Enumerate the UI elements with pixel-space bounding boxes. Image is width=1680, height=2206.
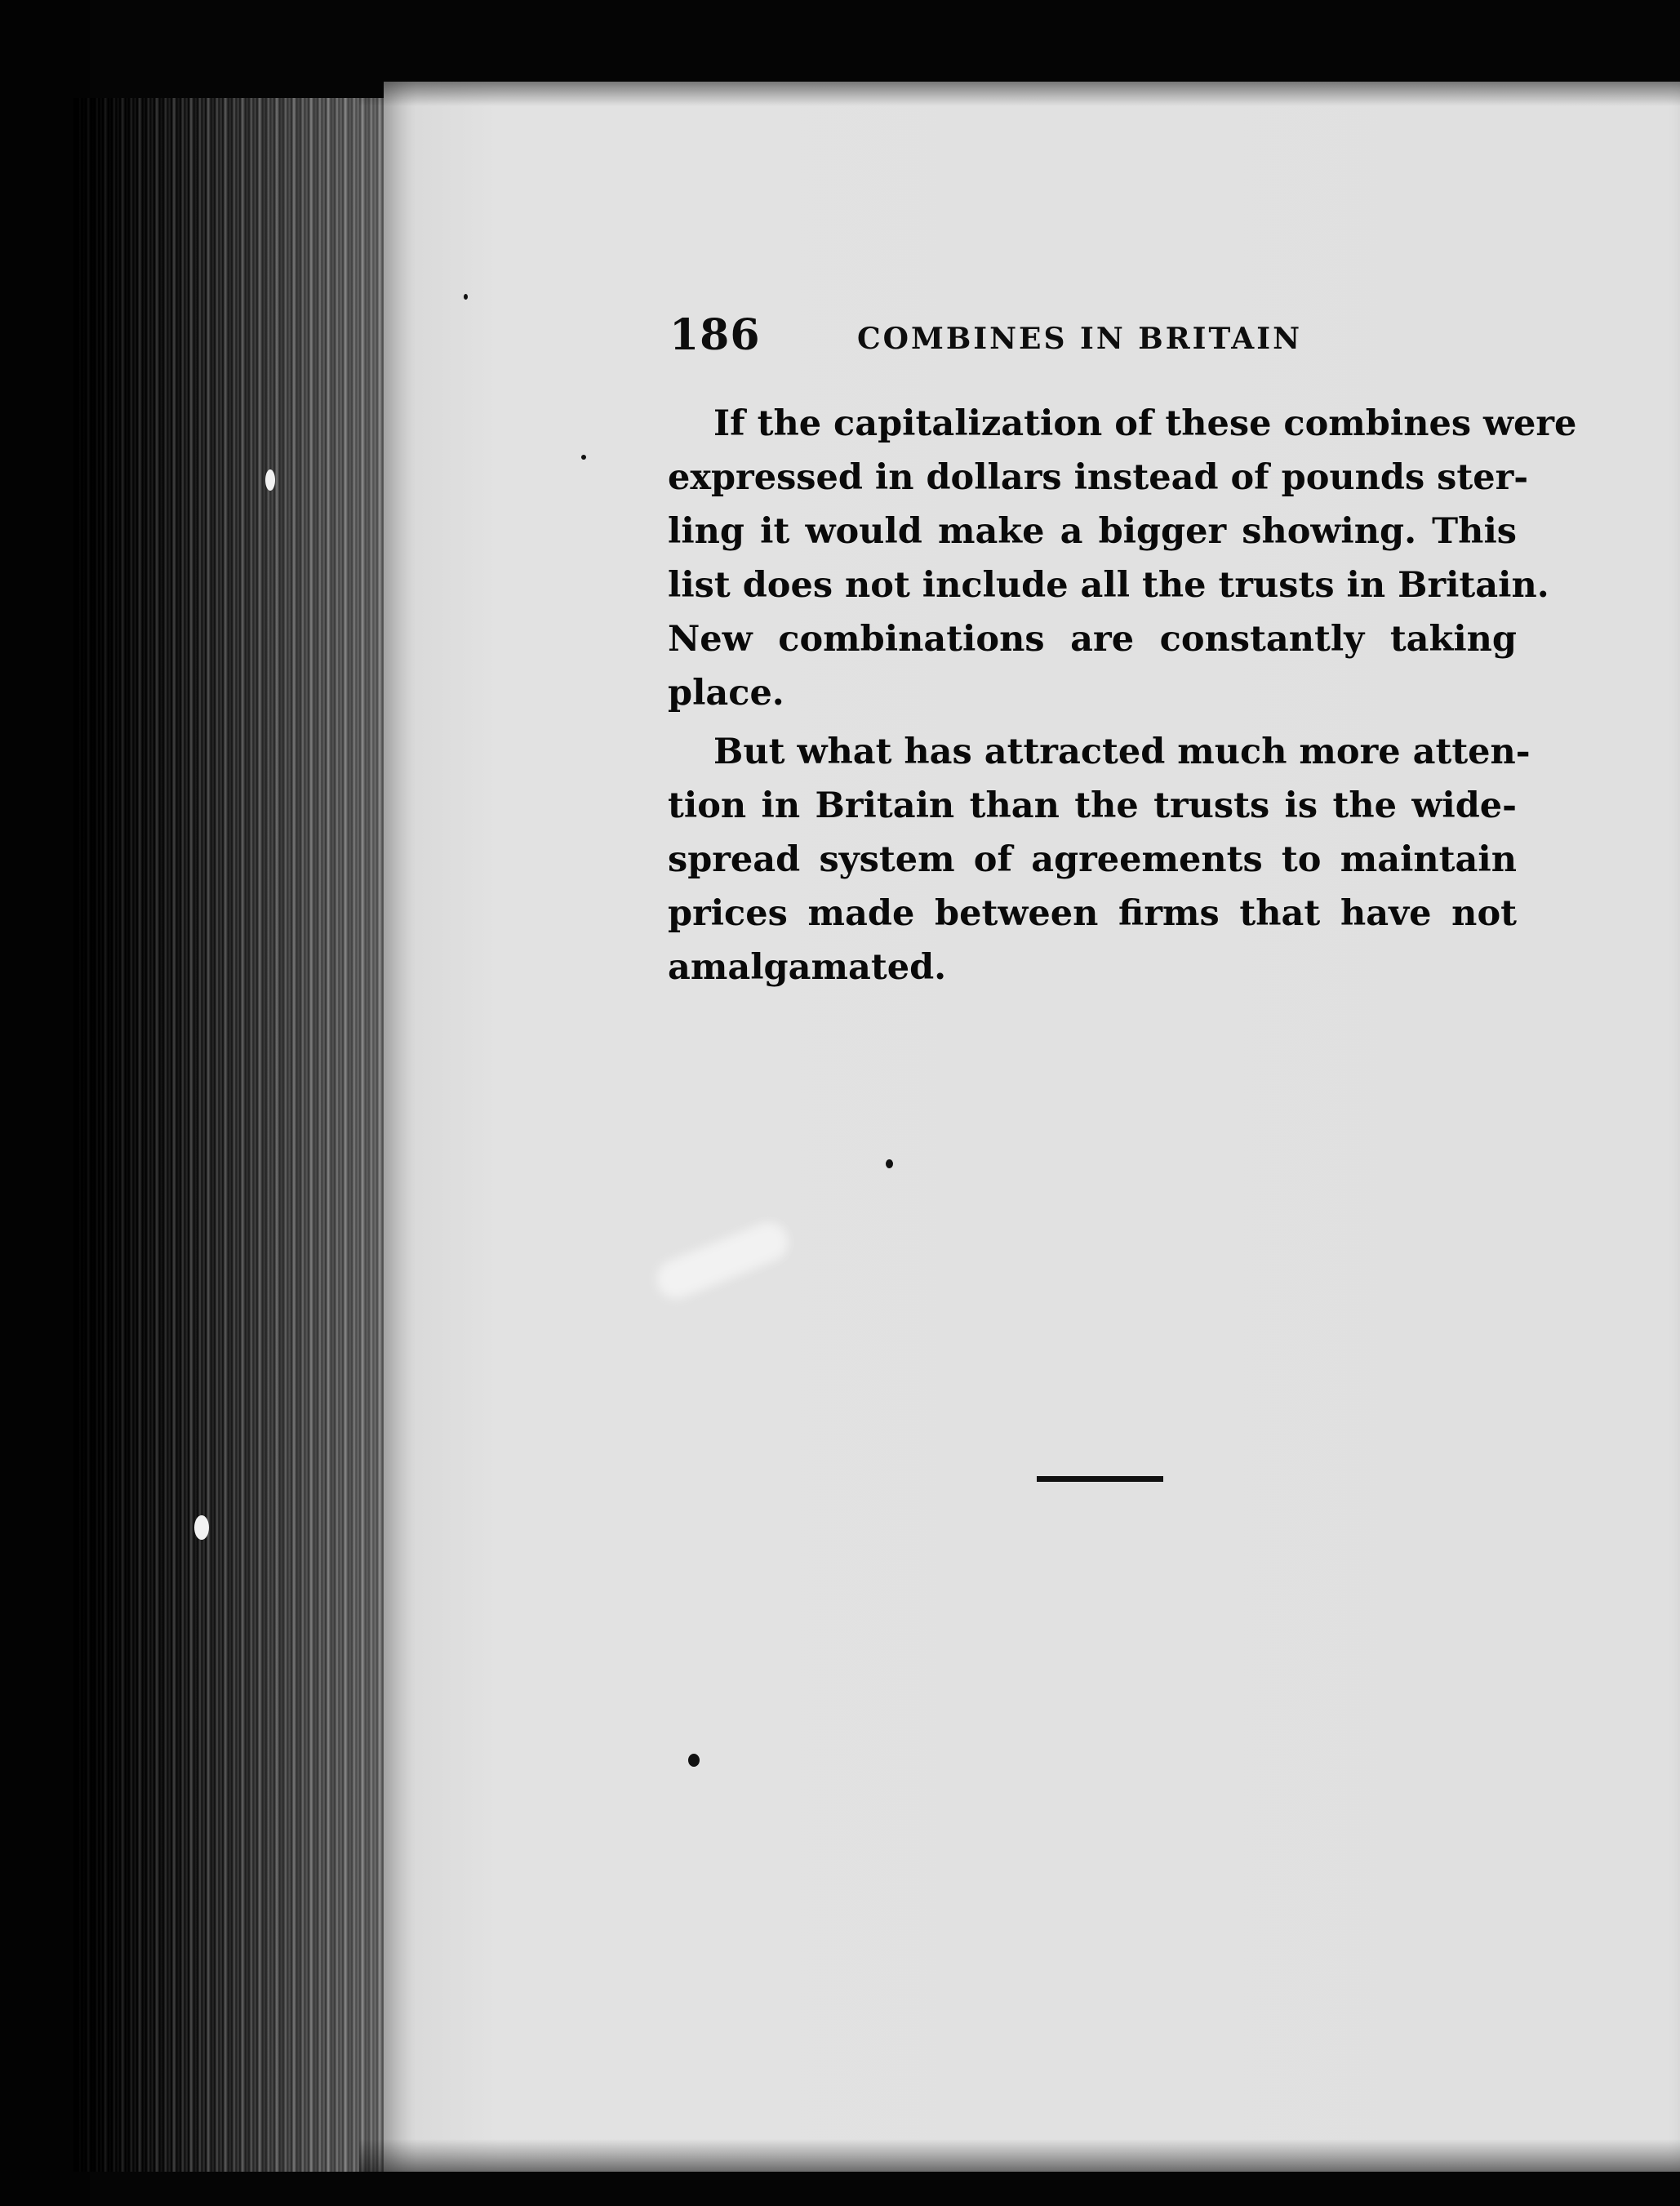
white-speck xyxy=(194,1515,209,1540)
ink-speck xyxy=(581,455,586,460)
text-line: tion in Britain than the trusts is the wide- xyxy=(668,785,1517,826)
body-text xyxy=(668,397,1577,994)
ink-speck xyxy=(688,1754,700,1767)
white-speck xyxy=(265,469,275,491)
end-rule xyxy=(1037,1476,1163,1482)
text-line: prices made between firms that have not xyxy=(668,893,1517,934)
text-line: New combinations are constantly taking xyxy=(668,619,1517,660)
page-edge-stack xyxy=(73,98,400,2172)
paragraph-2 xyxy=(668,725,1531,994)
ink-speck xyxy=(464,294,468,300)
printed-page xyxy=(384,82,1680,2172)
text-line: spread system of agreements to maintain xyxy=(668,839,1517,880)
text-line: amalgamated. xyxy=(668,947,947,988)
running-head xyxy=(669,310,1371,367)
text-line: list does not include all the trusts in Britain. xyxy=(668,565,1549,606)
paragraph-1 xyxy=(668,397,1577,720)
page-number: 186 xyxy=(669,310,761,360)
bottom-shadow xyxy=(359,2139,1680,2206)
text-line: expressed in dollars instead of pounds ster- xyxy=(668,457,1529,498)
text-line: ling it would make a bigger showing. This xyxy=(668,511,1517,552)
text-line: But what has attracted much more atten- xyxy=(713,732,1531,772)
ink-speck xyxy=(886,1159,893,1168)
text-line: If the capitalization of these combines were xyxy=(713,403,1577,444)
text-line: place. xyxy=(668,673,784,714)
top-shadow xyxy=(359,49,1680,106)
running-title: COMBINES IN BRITAIN xyxy=(857,322,1302,356)
